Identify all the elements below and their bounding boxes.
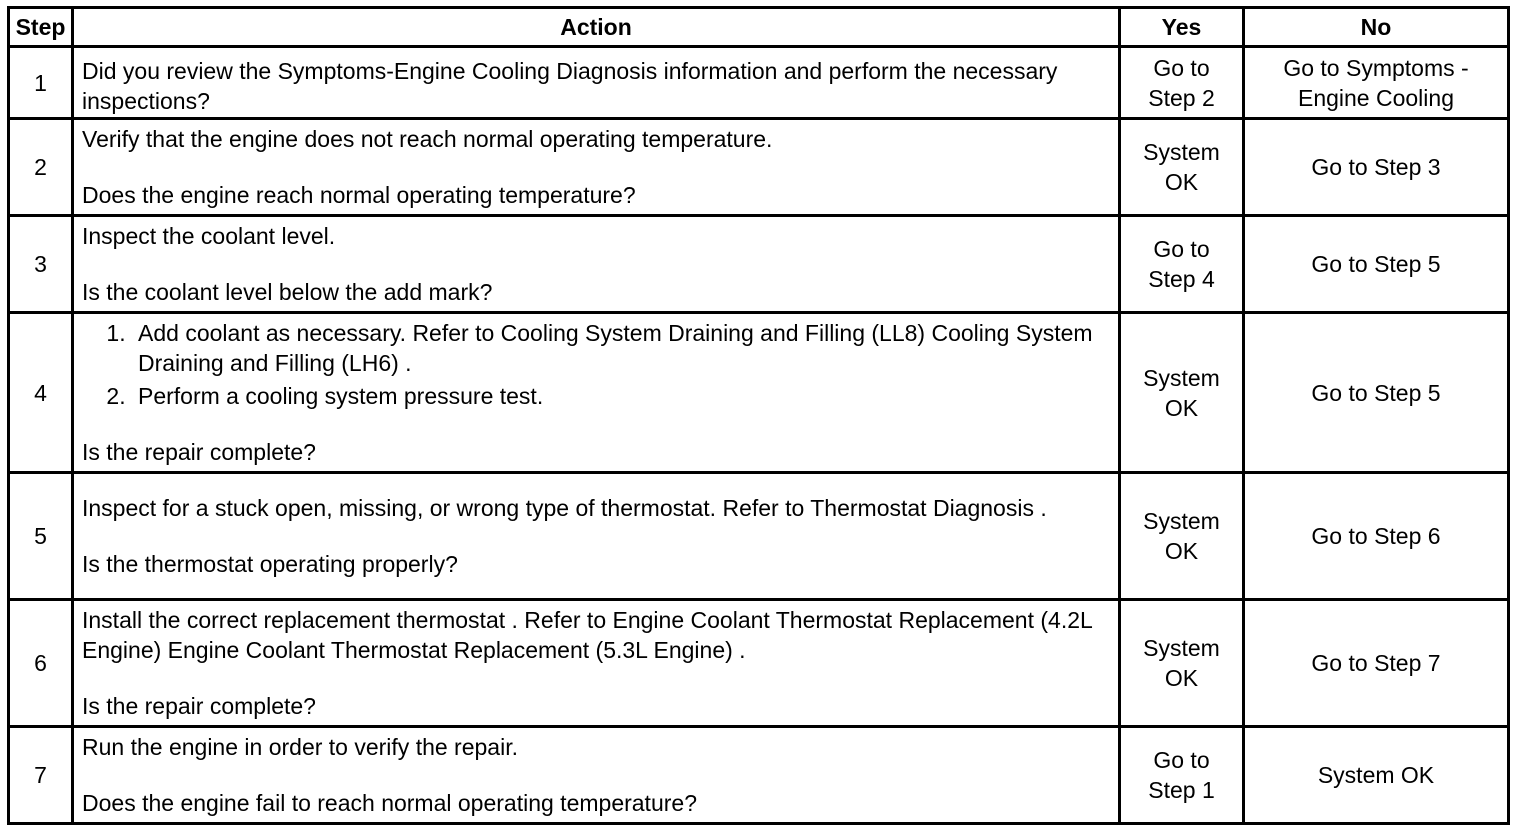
no-line: Go to Step 5: [1311, 251, 1441, 277]
yes-line: System: [1143, 139, 1220, 165]
header-step: Step: [9, 8, 73, 47]
yes-line: Go to: [1153, 54, 1210, 81]
action-text: Run the engine in order to verify the repair.: [82, 734, 518, 760]
action-cell: [73, 47, 1120, 119]
step-number: 6: [9, 600, 73, 727]
action-text: Install the correct replacement thermostat . Refer to Engine Coolant Thermostat Replacement (4.2L Engine) Engine Coolant Thermostat Replacement (5.3L Engine) .: [82, 607, 1092, 663]
yes-cell: [1120, 727, 1244, 824]
yes-line: System: [1143, 364, 1220, 391]
yes-line: OK: [1164, 538, 1199, 564]
step-number: 7: [9, 727, 73, 824]
step-number: 5: [9, 473, 73, 600]
action-question: Is the thermostat operating properly?: [82, 551, 458, 577]
yes-cell: [1120, 313, 1244, 473]
table-row: [9, 216, 1509, 313]
action-text: Did you review the Symptoms-Engine Cooling Diagnosis information and perform the necessary inspections?: [82, 57, 1058, 114]
no-cell: [1244, 600, 1509, 727]
action-steps-list: [82, 318, 1110, 411]
yes-cell: [1120, 119, 1244, 216]
yes-line: OK: [1164, 394, 1199, 421]
no-cell: [1244, 47, 1509, 119]
no-cell: [1244, 119, 1509, 216]
table-row: [9, 473, 1509, 600]
no-cell: [1244, 313, 1509, 473]
no-line: Go to Symptoms -: [1283, 54, 1469, 81]
no-line: Go to Step 3: [1311, 154, 1441, 180]
yes-line: System: [1143, 508, 1220, 534]
yes-cell: [1120, 47, 1244, 119]
action-question: Is the repair complete?: [82, 693, 316, 719]
yes-line: Step 2: [1148, 84, 1215, 111]
action-cell: [73, 473, 1120, 600]
no-line: System OK: [1317, 762, 1435, 788]
action-cell: [73, 313, 1120, 473]
header-row: [9, 8, 1509, 47]
diagnostic-table: [7, 6, 1510, 825]
table-row: [9, 47, 1509, 119]
yes-line: OK: [1164, 169, 1199, 195]
table-row: [9, 600, 1509, 727]
no-line: Go to Step 7: [1311, 650, 1441, 676]
no-cell: [1244, 473, 1509, 600]
header-yes: Yes: [1120, 8, 1244, 47]
no-cell: [1244, 727, 1509, 824]
step-number: 1: [9, 47, 73, 119]
table-row: [9, 119, 1509, 216]
action-question: Does the engine fail to reach normal operating temperature?: [82, 790, 697, 816]
yes-line: Step 4: [1148, 266, 1215, 292]
action-text: Verify that the engine does not reach normal operating temperature.: [82, 126, 773, 152]
diagnostic-table-container: [7, 6, 1510, 825]
yes-cell: [1120, 600, 1244, 727]
step-number: 2: [9, 119, 73, 216]
action-cell: [73, 600, 1120, 727]
yes-line: Go to: [1153, 236, 1210, 262]
list-item: 2. Perform a cooling system pressure test.: [132, 381, 1110, 411]
no-cell: [1244, 216, 1509, 313]
yes-line: OK: [1164, 665, 1199, 691]
action-question: Does the engine reach normal operating temperature?: [82, 182, 636, 208]
header-no: No: [1244, 8, 1509, 47]
yes-cell: [1120, 216, 1244, 313]
no-line: Go to Step 5: [1311, 379, 1441, 406]
header-action: Action: [73, 8, 1120, 47]
step-number: 3: [9, 216, 73, 313]
action-cell: [73, 119, 1120, 216]
table-row: [9, 727, 1509, 824]
list-item: 1. Add coolant as necessary. Refer to Cooling System Draining and Filling (LL8) Cooling System Draining and Filling (LH6) .: [132, 318, 1110, 378]
yes-line: Step 1: [1148, 777, 1215, 803]
action-text: Inspect for a stuck open, missing, or wrong type of thermostat. Refer to Thermostat Diagnosis .: [82, 495, 1047, 521]
table-row: [9, 313, 1509, 473]
yes-line: System: [1143, 635, 1220, 661]
step-number: 4: [9, 313, 73, 473]
action-question: Is the repair complete?: [82, 439, 316, 465]
yes-cell: [1120, 473, 1244, 600]
action-question: Is the coolant level below the add mark?: [82, 279, 493, 305]
yes-line: Go to: [1153, 747, 1210, 773]
action-cell: [73, 216, 1120, 313]
action-cell: [73, 727, 1120, 824]
no-line: Go to Step 6: [1311, 523, 1441, 549]
no-line: Engine Cooling: [1297, 84, 1454, 111]
action-text: Inspect the coolant level.: [82, 223, 336, 249]
